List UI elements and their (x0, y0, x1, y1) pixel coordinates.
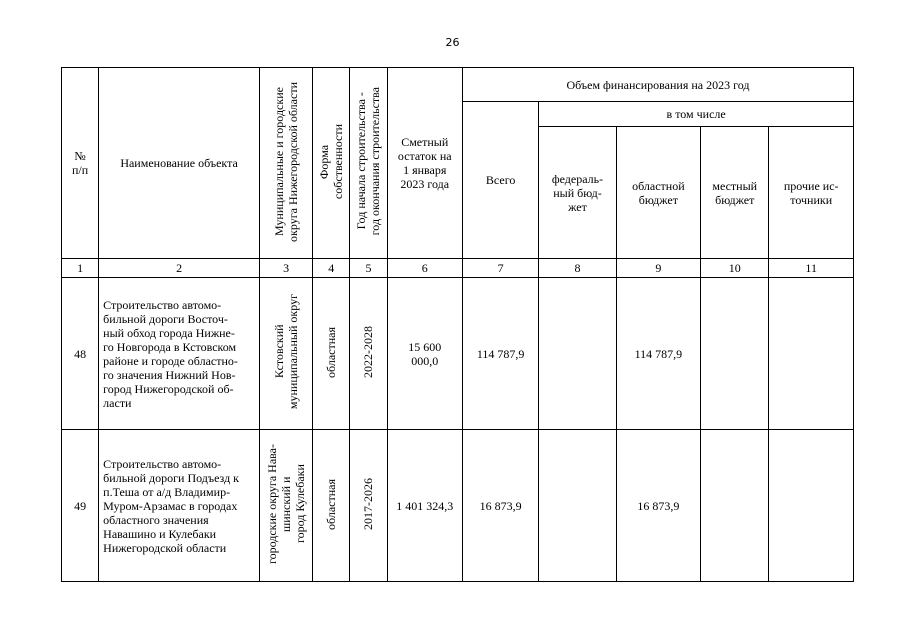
row-regional: 114 787,9 (616, 278, 700, 430)
header-district: Муниципальные и городские округа Нижегородской области (259, 68, 312, 259)
row-object-name: Строительство автомо- бильной дороги Подъезд к п.Теша от а/д Владимир- Муром-Арзамас в городах областного значения Навашино и Кулебаки Нижегородской области (99, 430, 260, 582)
column-number: 10 (701, 259, 769, 278)
row-total: 114 787,9 (462, 278, 538, 430)
row-total: 16 873,9 (462, 430, 538, 582)
row-federal (539, 430, 616, 582)
row-regional: 16 873,9 (616, 430, 700, 582)
column-number: 11 (769, 259, 854, 278)
row-remaining: 15 600 000,0 (387, 278, 462, 430)
header-funding-group: Объем финансирования на 2023 год (462, 68, 853, 102)
row-ownership: областная (313, 278, 350, 430)
header-other: прочие ис- точники (769, 127, 854, 259)
header-remaining: Сметный остаток на 1 января 2023 года (387, 68, 462, 259)
row-local (701, 430, 769, 582)
row-local (701, 278, 769, 430)
column-number: 6 (387, 259, 462, 278)
table-row (62, 430, 854, 582)
header-ownership: Форма собственности (313, 68, 350, 259)
row-years: 2017-2026 (350, 430, 387, 582)
header-local: местный бюджет (701, 127, 769, 259)
row-num: 48 (62, 278, 99, 430)
column-number: 8 (539, 259, 616, 278)
row-federal (539, 278, 616, 430)
column-number: 9 (616, 259, 700, 278)
column-number: 2 (99, 259, 260, 278)
column-number: 7 (462, 259, 538, 278)
header-regional: областной бюджет (616, 127, 700, 259)
header-incl-group: в том числе (539, 102, 854, 127)
row-district: Кстовский муниципальный округ (259, 278, 312, 430)
page-number: 26 (445, 36, 460, 49)
financing-table (61, 67, 854, 582)
row-num: 49 (62, 430, 99, 582)
column-number: 1 (62, 259, 99, 278)
row-years: 2022-2028 (350, 278, 387, 430)
column-number: 5 (350, 259, 387, 278)
header-total: Всего (462, 102, 538, 259)
header-name: Наименование объекта (99, 68, 260, 259)
row-other (769, 278, 854, 430)
column-number: 3 (259, 259, 312, 278)
column-numbers-row (62, 259, 854, 278)
header-num: № п/п (62, 68, 99, 259)
row-other (769, 430, 854, 582)
row-district: городские округа Нава- шинский и город Кулебаки (259, 430, 312, 582)
table-row (62, 278, 854, 430)
header-years: Год начала строительства - год окончания строительства (350, 68, 387, 259)
header-federal: федераль- ный бюд- жет (539, 127, 616, 259)
row-remaining: 1 401 324,3 (387, 430, 462, 582)
row-object-name: Строительство автомо- бильной дороги Восточ- ный обход города Нижне- го Новгорода в Кстовском районе и городе областно- го значения Нижний Нов- город Нижегородской об- ласти (99, 278, 260, 430)
row-ownership: областная (313, 430, 350, 582)
column-number: 4 (313, 259, 350, 278)
